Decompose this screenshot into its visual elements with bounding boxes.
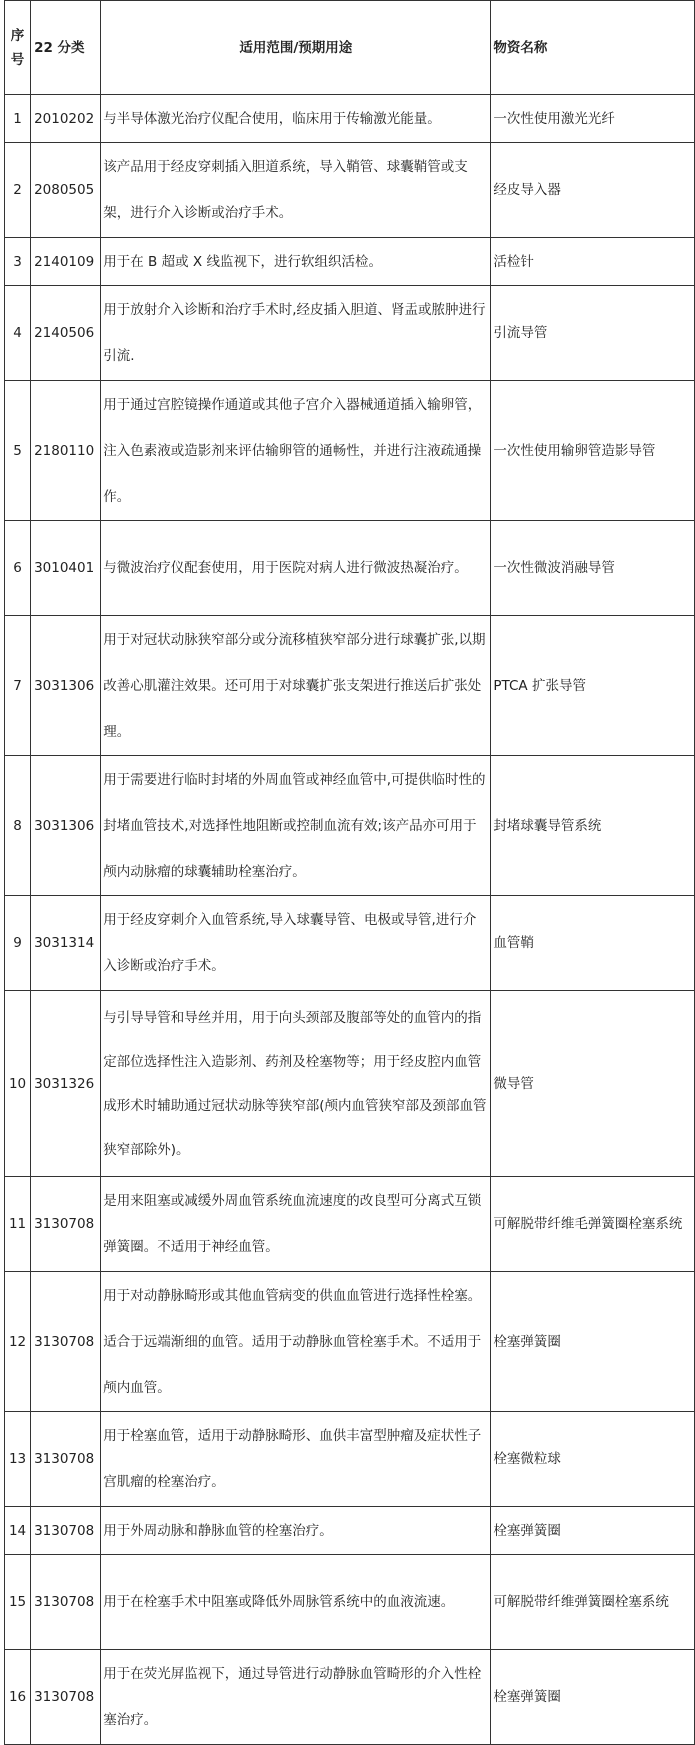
row-name: 活检针 <box>491 238 695 286</box>
row-name: 栓塞微粒球 <box>491 1412 695 1507</box>
row-code: 3031314 <box>31 896 101 991</box>
row-name: 一次性使用激光光纤 <box>491 95 695 143</box>
table-row <box>5 286 695 381</box>
row-name: 可解脱带纤维弹簧圈栓塞系统 <box>491 1555 695 1650</box>
row-code: 3130708 <box>31 1272 101 1412</box>
row-name: 栓塞弹簧圈 <box>491 1650 695 1745</box>
row-no: 8 <box>5 756 31 896</box>
table-row <box>5 616 695 756</box>
row-no: 2 <box>5 143 31 238</box>
header-no: 序号 <box>5 1 31 95</box>
row-name: 血管鞘 <box>491 896 695 991</box>
row-no: 3 <box>5 238 31 286</box>
header-name: 物资名称 <box>491 1 695 95</box>
header-code: 22 分类 <box>31 1 101 95</box>
row-usage: 用于在栓塞手术中阻塞或降低外周脉管系统中的血液流速。 <box>101 1555 491 1650</box>
header-row <box>5 1 695 95</box>
row-name: PTCA 扩张导管 <box>491 616 695 756</box>
row-name: 封堵球囊导管系统 <box>491 756 695 896</box>
row-code: 3130708 <box>31 1650 101 1745</box>
table-row <box>5 756 695 896</box>
row-usage: 用于需要进行临时封堵的外周血管或神经血管中,可提供临时性的封堵血管技术,对选择性地阻断或控制血流有效;该产品亦可用于颅内动脉瘤的球囊辅助栓塞治疗。 <box>101 756 491 896</box>
row-no: 9 <box>5 896 31 991</box>
row-code: 3031306 <box>31 616 101 756</box>
row-usage: 用于经皮穿刺介入血管系统,导入球囊导管、电极或导管,进行介入诊断或治疗手术。 <box>101 896 491 991</box>
row-no: 13 <box>5 1412 31 1507</box>
table-row <box>5 95 695 143</box>
row-no: 4 <box>5 286 31 381</box>
row-usage: 与微波治疗仪配套使用，用于医院对病人进行微波热凝治疗。 <box>101 521 491 616</box>
row-usage: 用于在 B 超或 X 线监视下，进行软组织活检。 <box>101 238 491 286</box>
device-table <box>4 0 695 1745</box>
table-row <box>5 991 695 1177</box>
row-no: 7 <box>5 616 31 756</box>
row-code: 3010401 <box>31 521 101 616</box>
table-row <box>5 1555 695 1650</box>
row-no: 11 <box>5 1177 31 1272</box>
row-code: 2080505 <box>31 143 101 238</box>
row-usage: 用于对冠状动脉狭窄部分或分流移植狭窄部分进行球囊扩张,以期改善心肌灌注效果。还可用于对球囊扩张支架进行推送后扩张处理。 <box>101 616 491 756</box>
row-code: 2180110 <box>31 381 101 521</box>
row-code: 3130708 <box>31 1555 101 1650</box>
row-name: 微导管 <box>491 991 695 1177</box>
row-usage: 是用来阻塞或减缓外周血管系统血流速度的改良型可分离式互锁弹簧圈。不适用于神经血管。 <box>101 1177 491 1272</box>
table-row <box>5 143 695 238</box>
row-name: 可解脱带纤维毛弹簧圈栓塞系统 <box>491 1177 695 1272</box>
row-usage: 用于栓塞血管，适用于动静脉畸形、血供丰富型肿瘤及症状性子宫肌瘤的栓塞治疗。 <box>101 1412 491 1507</box>
row-usage: 用于在荧光屏监视下，通过导管进行动静脉血管畸形的介入性栓塞治疗。 <box>101 1650 491 1745</box>
table-row <box>5 521 695 616</box>
row-usage: 用于放射介入诊断和治疗手术时,经皮插入胆道、肾盂或脓肿进行引流. <box>101 286 491 381</box>
table-row <box>5 238 695 286</box>
row-usage: 与引导导管和导丝并用，用于向头颈部及腹部等处的血管内的指定部位选择性注入造影剂、药剂及栓塞物等；用于经皮腔内血管成形术时辅助通过冠状动脉等狭窄部(颅内血管狭窄部及颈部血管狭窄部除外)。 <box>101 991 491 1177</box>
row-no: 1 <box>5 95 31 143</box>
row-no: 5 <box>5 381 31 521</box>
row-code: 3130708 <box>31 1507 101 1555</box>
row-code: 3031326 <box>31 991 101 1177</box>
row-code: 2140506 <box>31 286 101 381</box>
table-row <box>5 381 695 521</box>
table-row <box>5 1412 695 1507</box>
row-no: 16 <box>5 1650 31 1745</box>
row-code: 2010202 <box>31 95 101 143</box>
row-usage: 与半导体激光治疗仪配合使用，临床用于传输激光能量。 <box>101 95 491 143</box>
table-row <box>5 1177 695 1272</box>
row-no: 6 <box>5 521 31 616</box>
row-no: 12 <box>5 1272 31 1412</box>
row-code: 3130708 <box>31 1177 101 1272</box>
row-no: 15 <box>5 1555 31 1650</box>
table-row <box>5 896 695 991</box>
row-usage: 用于外周动脉和静脉血管的栓塞治疗。 <box>101 1507 491 1555</box>
table-row <box>5 1272 695 1412</box>
row-usage: 用于通过宫腔镜操作通道或其他子宫介入器械通道插入输卵管，注入色素液或造影剂来评估输卵管的通畅性，并进行注液疏通操作。 <box>101 381 491 521</box>
row-name: 栓塞弹簧圈 <box>491 1272 695 1412</box>
table-row <box>5 1650 695 1745</box>
row-name: 一次性使用输卵管造影导管 <box>491 381 695 521</box>
table-row <box>5 1507 695 1555</box>
row-name: 一次性微波消融导管 <box>491 521 695 616</box>
row-usage: 该产品用于经皮穿刺插入胆道系统，导入鞘管、球囊鞘管或支架，进行介入诊断或治疗手术。 <box>101 143 491 238</box>
row-name: 栓塞弹簧圈 <box>491 1507 695 1555</box>
row-name: 经皮导入器 <box>491 143 695 238</box>
row-usage: 用于对动静脉畸形或其他血管病变的供血血管进行选择性栓塞。适合于远端渐细的血管。适用于动静脉血管栓塞手术。不适用于颅内血管。 <box>101 1272 491 1412</box>
row-no: 14 <box>5 1507 31 1555</box>
row-no: 10 <box>5 991 31 1177</box>
row-code: 2140109 <box>31 238 101 286</box>
header-usage: 适用范围/预期用途 <box>101 1 491 95</box>
row-code: 3130708 <box>31 1412 101 1507</box>
row-code: 3031306 <box>31 756 101 896</box>
row-name: 引流导管 <box>491 286 695 381</box>
